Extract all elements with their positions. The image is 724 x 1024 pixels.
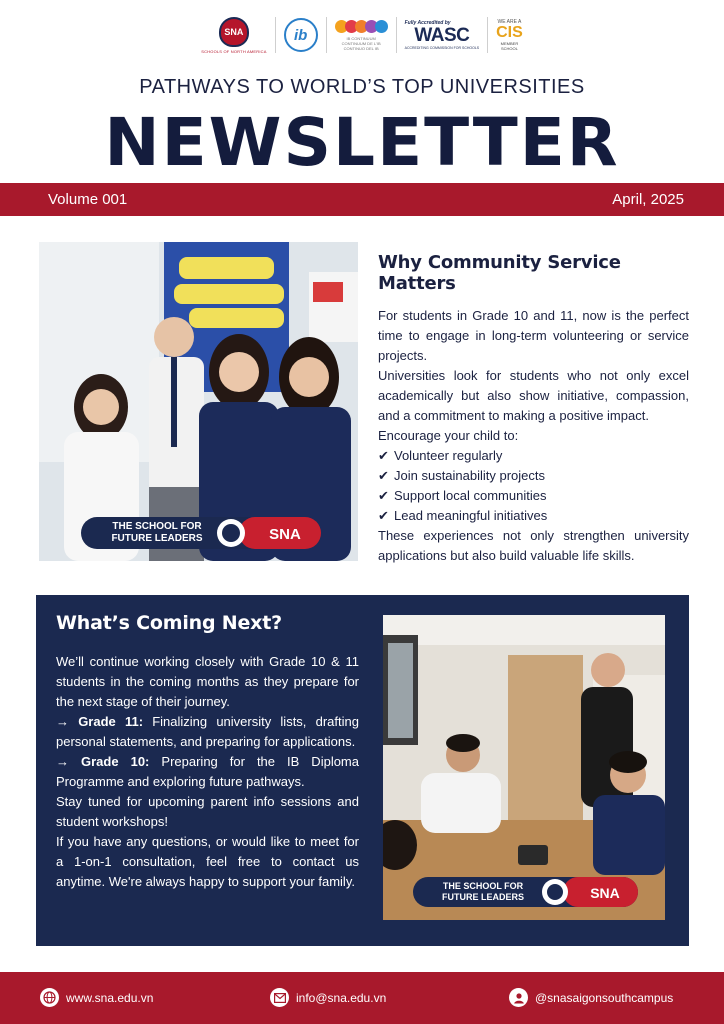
students-teacher-photo — [39, 242, 358, 561]
checklist-item: ✔ Volunteer regularly — [378, 446, 689, 466]
continuum-dots-icon — [335, 20, 388, 33]
issue-date: April, 2025 — [612, 191, 684, 208]
grade11-item: → Grade 11: Finalizing university lists, drafting personal statements, and preparing for applications. — [56, 714, 359, 749]
checkmark-icon: ✔ — [378, 468, 389, 483]
sna-logo — [193, 13, 274, 57]
wasc-mark: WASC — [414, 25, 470, 46]
whats-next-section — [56, 612, 359, 892]
grade10-item: → Grade 10: Preparing for the IB Diploma Programme and exploring future pathways. — [56, 754, 359, 789]
globe-icon — [40, 988, 59, 1007]
whats-next-heading: What’s Coming Next? — [56, 612, 282, 634]
checklist-item: ✔ Lead meaningful initiatives — [378, 506, 689, 526]
wasc-caption: ACCREDITING COMMISSION FOR SCHOOLS — [404, 46, 480, 50]
cis-mark: CIS — [496, 24, 523, 41]
email-text: info@sna.edu.vn — [296, 990, 387, 1005]
contact-footer — [0, 972, 724, 1024]
email-link[interactable] — [270, 988, 386, 1007]
issue-bar — [0, 183, 724, 216]
community-heading: Why Community Service Matters — [378, 252, 621, 294]
sna-logo-caption: SCHOOLS OF NORTH AMERICA — [201, 48, 267, 54]
checklist-item: ✔ Join sustainability projects — [378, 466, 689, 486]
whats-next-intro: We’ll continue working closely with Grade 10 & 11 students in the coming months as they prepare for the next stage of their journey. — [56, 654, 359, 709]
community-para4: These experiences not only strengthen university applications but also build valuable life skills. — [378, 528, 689, 563]
stay-tuned-text: Stay tuned for upcoming parent info sessions and student workshops! — [56, 794, 359, 829]
ib-continuum-logo — [327, 13, 396, 57]
continuum-caption: IB CONTINUUM CONTINUUM DE L'IB CONTINUO DEL IB — [341, 35, 381, 51]
newsletter-title: NEWSLETTER — [104, 104, 620, 181]
contact-text: If you have any questions, or would like to meet for a 1-on-1 consultation, feel free to contact us anytime. We're always happy to support your family. — [56, 834, 359, 889]
cis-caption: MEMBER SCHOOL — [500, 41, 519, 51]
arrow-icon: → — [56, 754, 69, 769]
ib-circle-icon: ib — [284, 18, 318, 52]
social-link[interactable] — [509, 988, 673, 1007]
sna-shield-icon: SNA — [219, 17, 249, 47]
accreditation-logos — [0, 12, 724, 58]
website-link[interactable] — [40, 988, 153, 1007]
checkmark-icon: ✔ — [378, 488, 389, 503]
community-para2: Universities look for students who not only excel academically but also show initiative, compassion, and a commitment to making a positive impact. — [378, 368, 689, 423]
wasc-top-text: Fully Accredited by — [404, 20, 451, 26]
user-icon — [509, 988, 528, 1007]
wasc-logo — [397, 13, 487, 57]
newsletter-subtitle: PATHWAYS TO WORLD’S TOP UNIVERSITIES — [139, 76, 585, 98]
banner2-brand: SNA — [590, 885, 620, 901]
website-text: www.sna.edu.vn — [66, 990, 154, 1005]
banner-line1: THE SCHOOL FOR — [112, 521, 202, 532]
cis-logo — [488, 13, 531, 57]
community-para1: For students in Grade 10 and 11, now is the perfect time to engage in long-term volunteering or service projects. — [378, 308, 689, 363]
checkmark-icon: ✔ — [378, 448, 389, 463]
students-teacher-photo-illustration — [39, 242, 358, 561]
banner-brand: SNA — [269, 526, 301, 543]
banner2-line1: THE SCHOOL FOR — [442, 881, 524, 891]
cis-top-text: WE ARE A — [497, 19, 522, 25]
banner-line2: FUTURE LEADERS — [111, 533, 203, 544]
banner2-line2: FUTURE LEADERS — [441, 892, 525, 902]
ib-logo — [276, 13, 326, 57]
encourage-checklist — [378, 446, 689, 526]
checklist-item: ✔ Support local communities — [378, 486, 689, 506]
community-para3: Encourage your child to: — [378, 428, 519, 443]
mail-icon — [270, 988, 289, 1007]
social-text: @snasaigonsouthcampus — [535, 990, 674, 1005]
volume-label: Volume 001 — [48, 191, 128, 208]
checkmark-icon: ✔ — [378, 508, 389, 523]
consultation-photo-illustration — [383, 615, 665, 920]
community-service-section — [378, 252, 689, 566]
consultation-photo — [383, 615, 665, 920]
arrow-icon: → — [56, 714, 69, 729]
